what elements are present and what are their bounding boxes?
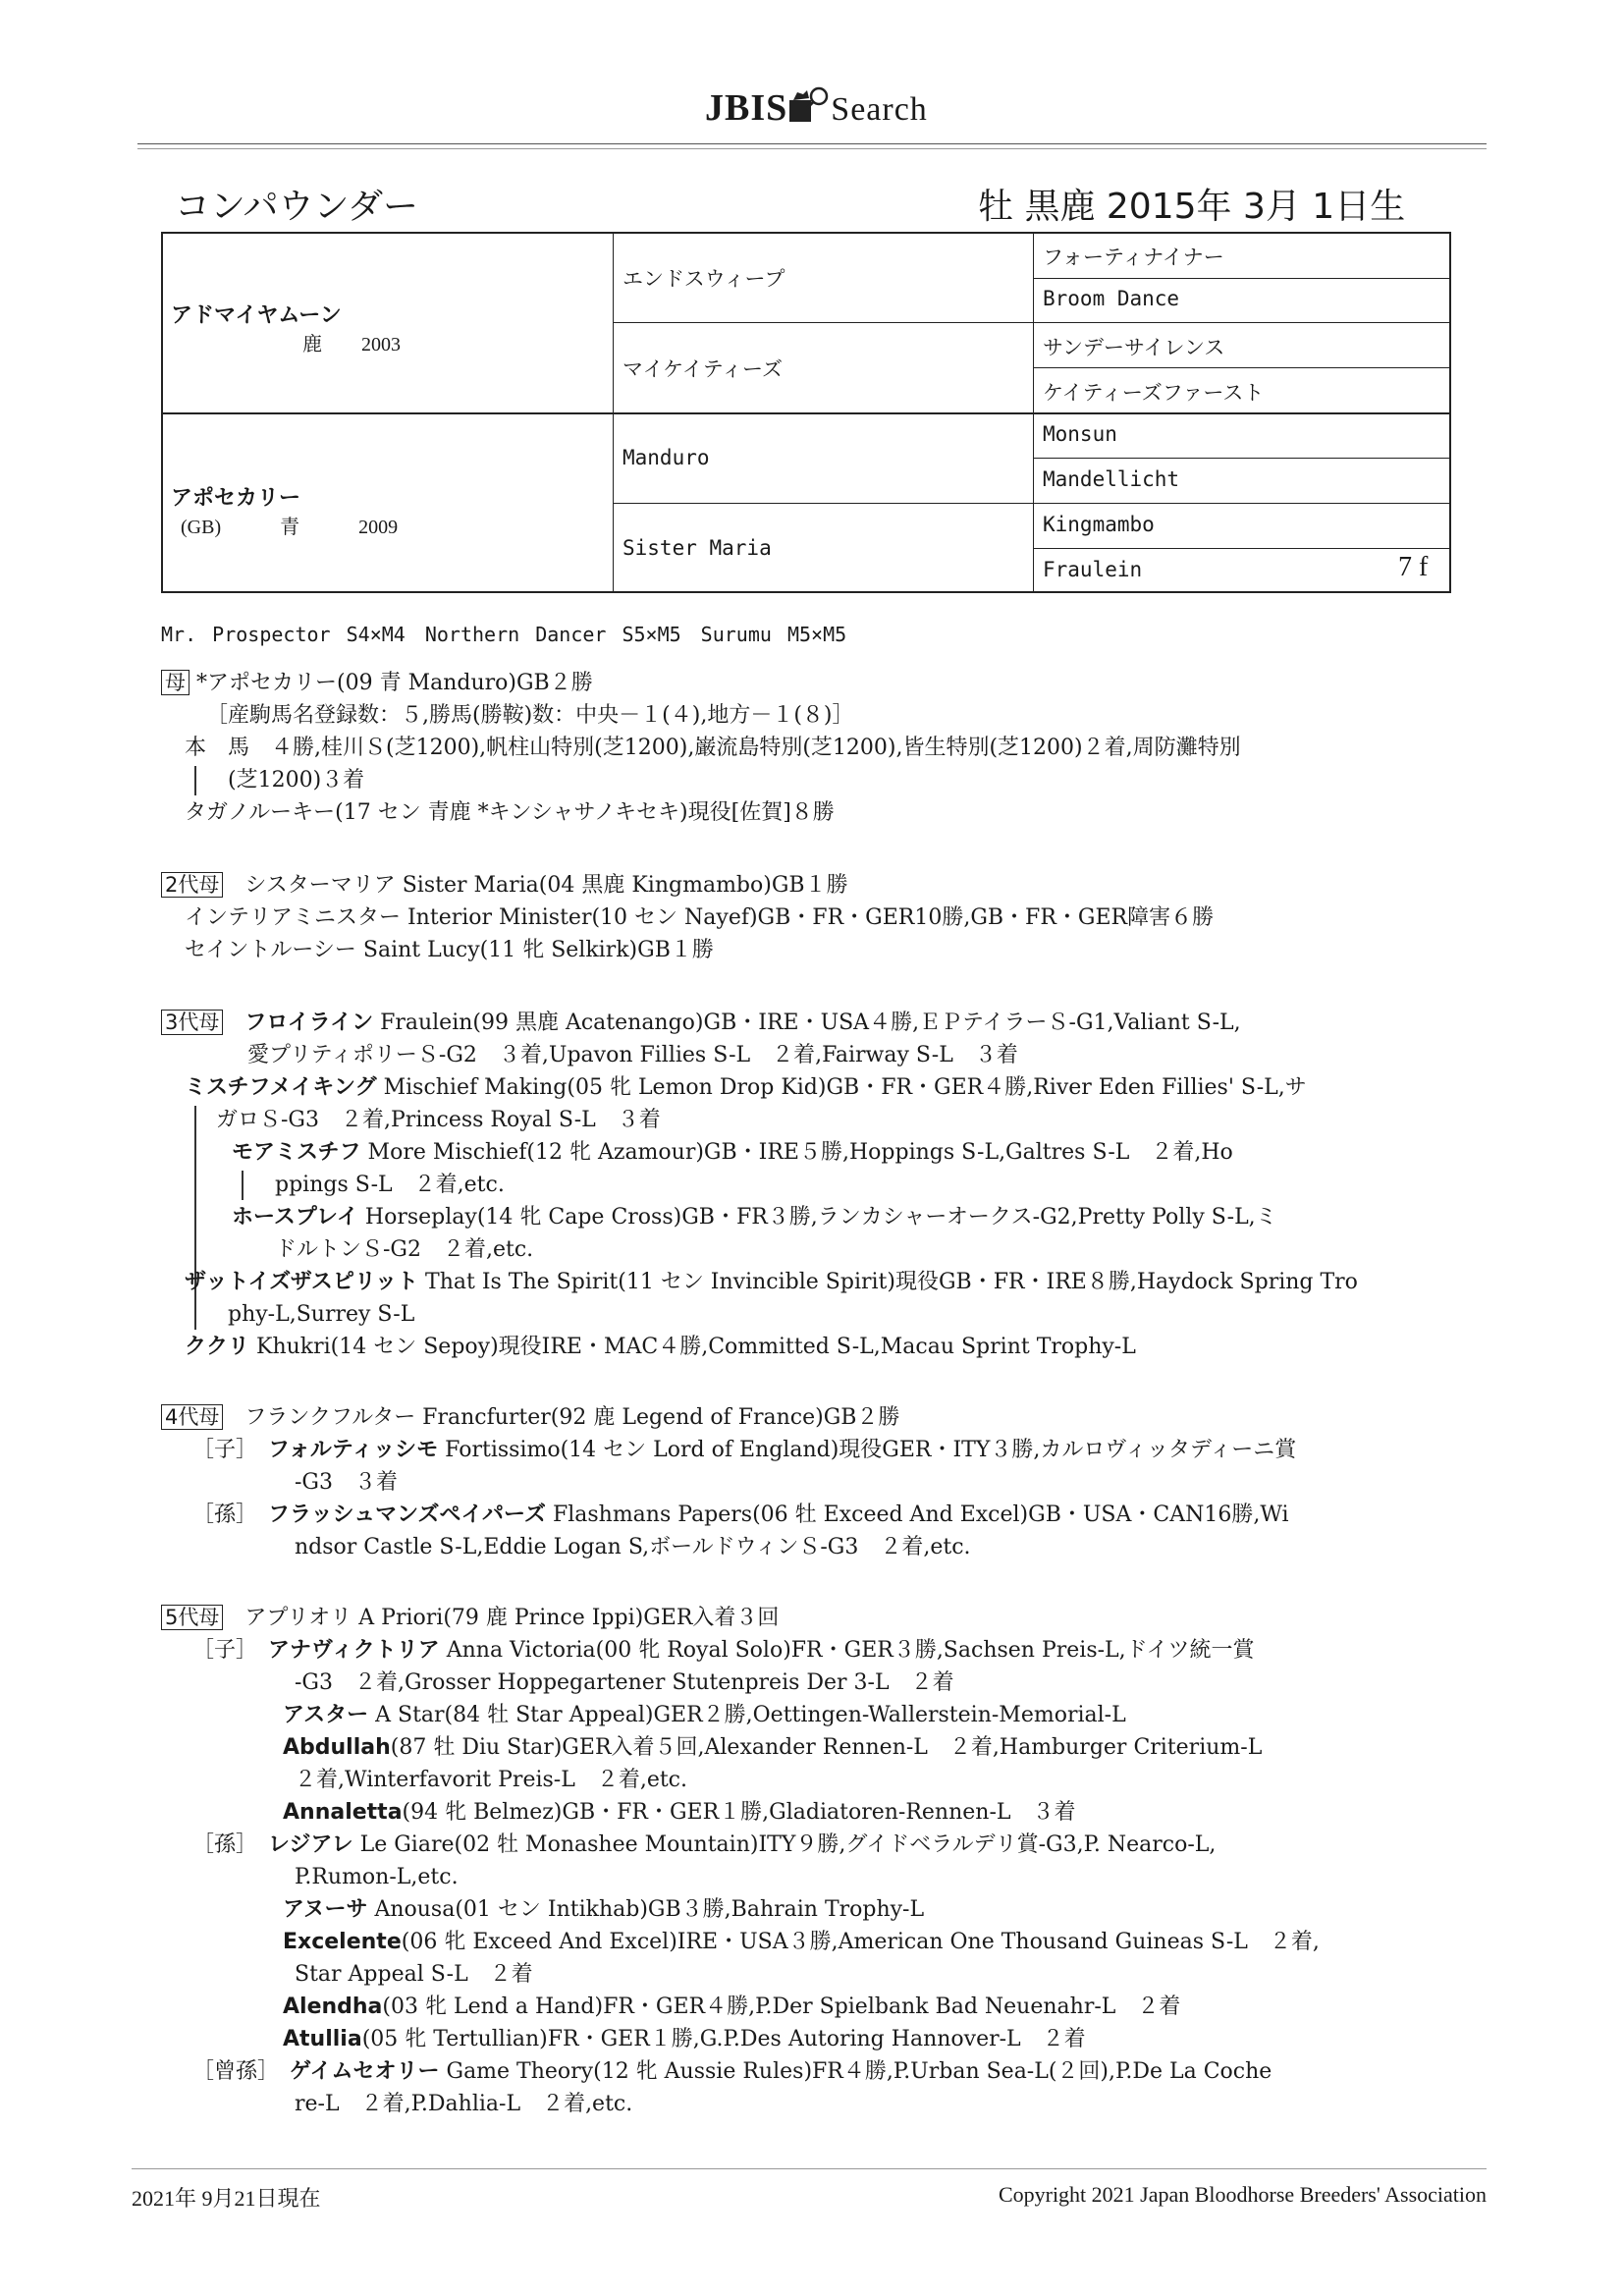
pedigree-gen3-4: ケイティーズファースト [1043, 381, 1265, 405]
pedigree-dam-info: (GB) 青 2009 [181, 517, 399, 538]
dam-offspring-2: タガノルーキー(17 セン 青鹿 *キンシャサノキセキ)現役[佐賀]８勝 [185, 800, 835, 825]
third-dam-line-cont: 愛プリティポリーＳ-G2 ３着,Upavon Fillies S-L ２着,Fairway S-L ３着 [247, 1043, 1018, 1067]
pedigree-gen3-5: Monsun [1043, 422, 1117, 446]
horse-birth-info: 牡 黒鹿 2015年 3月 1日生 [978, 187, 1406, 227]
fifth-dam-hiko-cont: re-L ２着,P.Dahlia-L ２着,etc. [295, 2092, 633, 2116]
label-haha: 母 [161, 670, 189, 695]
fifth-dam-ko-1: ［子］ アナヴィクトリア Anna Victoria(00 牝 Royal Solo)FR・GER３勝,Sachsen Preis-L,ドイツ統一賞 [192, 1638, 1255, 1663]
footer-copyright: Copyright 2021 Japan Bloodhorse Breeders' Association [998, 2182, 1487, 2207]
dam-offspring-honba: 本 馬 ４勝,桂川Ｓ(芝1200),帆柱山特別(芝1200),巌流島特別(芝1200),皆生特別(芝1200)２着,周防灘特別 [185, 736, 1241, 760]
dam-line: 母 *アポセカリー(09 青 Manduro)GB２勝 [161, 668, 593, 699]
pedigree-gen2-3: Manduro [623, 446, 710, 469]
horse-magnifier-icon [787, 86, 831, 124]
fifth-dam-ko-2: アスター A Star(84 牡 Star Appeal)GER２勝,Oettingen-Wallerstein-Memorial-L [283, 1703, 1126, 1727]
dam-offspring-honba-cont: (芝1200)３着 [228, 768, 365, 793]
third-dam-grand-2-cont: ドルトンＳ-G2 ２着,etc. [275, 1237, 534, 1262]
pedigree-gen3-7: Kingmambo [1043, 513, 1155, 536]
second-dam-offspring-2: セイントルーシー Saint Lucy(11 牝 Selkirk)GB１勝 [185, 938, 714, 962]
third-dam-grand-1: モアミスチフ More Mischief(12 牝 Azamour)GB・IRE５勝,Hoppings S-L,Galtres S-L ２着,Ho [232, 1140, 1233, 1165]
fifth-dam-mago-5: Atullia(05 牝 Tertullian)FR・GER１勝,G.P.Des Autoring Hannover-L ２着 [283, 2027, 1086, 2051]
footer-rule [132, 2168, 1487, 2169]
third-dam-offspring-3: ククリ Khukri(14 セン Sepoy)現役IRE・MAC４勝,Committed S-L,Macau Sprint Trophy-L [185, 1335, 1136, 1359]
fifth-dam-ko-4: Annaletta(94 牝 Belmez)GB・FR・GER１勝,Gladiatoren-Rennen-L ３着 [283, 1800, 1076, 1825]
horse-name: コンパウンダー [175, 187, 419, 227]
second-dam-line: 2代母 シスターマリア Sister Maria(04 黒鹿 Kingmambo)GB１勝 [161, 870, 848, 902]
pedigree-sire-info: 鹿 2003 [302, 334, 401, 355]
pedigree-gen3-3: サンデーサイレンス [1043, 336, 1225, 359]
third-dam-grand-1-cont: ppings S-L ２着,etc. [275, 1173, 505, 1197]
fifth-dam-mago-3-cont: Star Appeal S-L ２着 [295, 1962, 533, 1987]
header-rule [137, 143, 1487, 149]
fifth-dam-ko-3-cont: ２着,Winterfavorit Preis-L ２着,etc. [295, 1768, 687, 1792]
third-dam-offspring-2-cont: phy-L,Surrey S-L [228, 1302, 415, 1327]
fourth-dam-line: 4代母 フランクフルター Francfurter(92 鹿 Legend of France)GB２勝 [161, 1402, 899, 1434]
logo-text-jbis: JBIS [705, 87, 788, 129]
pedigree-gen2-1: エンドスウィープ [623, 267, 785, 291]
pedigree-table [161, 232, 1451, 593]
fifth-dam-mago-3: Excelente(06 牝 Exceed And Excel)IRE・USA３勝,American One Thousand Guineas S-L ２着, [283, 1930, 1320, 1954]
fourth-dam-mago: ［孫］ フラッシュマンズペイパーズ Flashmans Papers(06 牡 Exceed And Excel)GB・USA・CAN16勝,Wi [192, 1503, 1289, 1527]
third-dam-offspring-2: ザットイズザスピリット That Is The Spirit(11 セン Invincible Spirit)現役GB・FR・IRE８勝,Haydock Spring Tro [185, 1270, 1358, 1294]
jbis-logo [705, 86, 928, 130]
fifth-dam-line: 5代母 アプリオリ A Priori(79 鹿 Prince Ippi)GER入着３回 [161, 1603, 779, 1634]
pedigree-gen3-8: Fraulein [1043, 558, 1143, 581]
pedigree-dam: アポセカリー [171, 486, 301, 511]
third-dam-line: 3代母 フロイライン Fraulein(99 黒鹿 Acatenango)GB・IRE・USA４勝,ＥＰテイラーＳ-G1,Valiant S-L, [161, 1008, 1241, 1039]
third-dam-offspring-1-cont: ガロＳ-G3 ２着,Princess Royal S-L ３着 [216, 1108, 661, 1132]
pedigree-family-number: 7 f [1398, 552, 1429, 582]
fourth-dam-ko-cont: -G3 ３着 [295, 1470, 399, 1495]
third-dam-grand-2: ホースプレイ Horseplay(14 牝 Cape Cross)GB・FR３勝,ランカシャーオークス-G2,Pretty Polly S-L,ミ [232, 1205, 1277, 1230]
fifth-dam-mago-1-cont: P.Rumon-L,etc. [295, 1865, 459, 1889]
second-dam-offspring-1: インテリアミニスター Interior Minister(10 セン Nayef)GB・FR・GER10勝,GB・FR・GER障害６勝 [185, 905, 1215, 930]
fifth-dam-mago-4: Alendha(03 牝 Lend a Hand)FR・GER４勝,P.Der Spielbank Bad Neuenahr-L ２着 [283, 1995, 1181, 2019]
pedigree-gen3-6: Mandellicht [1043, 467, 1180, 491]
pedigree-gen3-2: Broom Dance [1043, 287, 1180, 310]
pedigree-sire: アドマイヤムーン [171, 303, 342, 328]
fifth-dam-ko-3: Abdullah(87 牡 Diu Star)GER入着５回,Alexander Rennen-L ２着,Hamburger Criterium-L [283, 1735, 1263, 1760]
fourth-dam-ko: ［子］ フォルティッシモ Fortissimo(14 セン Lord of England)現役GER・ITY３勝,カルロヴィッタディーニ賞 [192, 1438, 1297, 1462]
fourth-dam-mago-cont: ndsor Castle S-L,Eddie Logan S,ボールドウィンＳ-G3 ２着,etc. [295, 1535, 971, 1559]
dam-offspring-summary: ［産駒馬名登録数：５,勝馬(勝鞍)数：中央－１(４),地方－１(８)］ [206, 703, 854, 728]
inbreeding-line: Mr. Prospector S4×M4 Northern Dancer S5×M5 Surumu M5×M5 [161, 623, 847, 646]
fifth-dam-hiko: ［曾孫］ ゲイムセオリー Game Theory(12 牝 Aussie Rules)FR４勝,P.Urban Sea-L(２回),P.De La Coche [192, 2059, 1272, 2084]
pedigree-gen2-4: Sister Maria [623, 536, 772, 560]
fifth-dam-ko-1-cont: -G3 ２着,Grosser Hoppegartener Stutenpreis Der 3-L ２着 [295, 1670, 954, 1695]
fifth-dam-mago-1: ［孫］ レジアレ Le Giare(02 牡 Monashee Mountain)ITY９勝,グイドベラルデリ賞-G3,P. Nearco-L, [192, 1832, 1217, 1857]
pedigree-gen2-2: マイケイティーズ [623, 357, 783, 381]
pedigree-gen3-1: フォーティナイナー [1043, 246, 1224, 269]
logo-text-search: Search [831, 91, 928, 128]
fifth-dam-mago-2: アヌーサ Anousa(01 セン Intikhab)GB３勝,Bahrain Trophy-L [283, 1897, 925, 1922]
third-dam-offspring-1: ミスチフメイキング Mischief Making(05 牝 Lemon Drop Kid)GB・FR・GER４勝,River Eden Fillies' S-L,サ [185, 1075, 1307, 1100]
footer-date: 2021年 9月21日現在 [132, 2186, 321, 2211]
